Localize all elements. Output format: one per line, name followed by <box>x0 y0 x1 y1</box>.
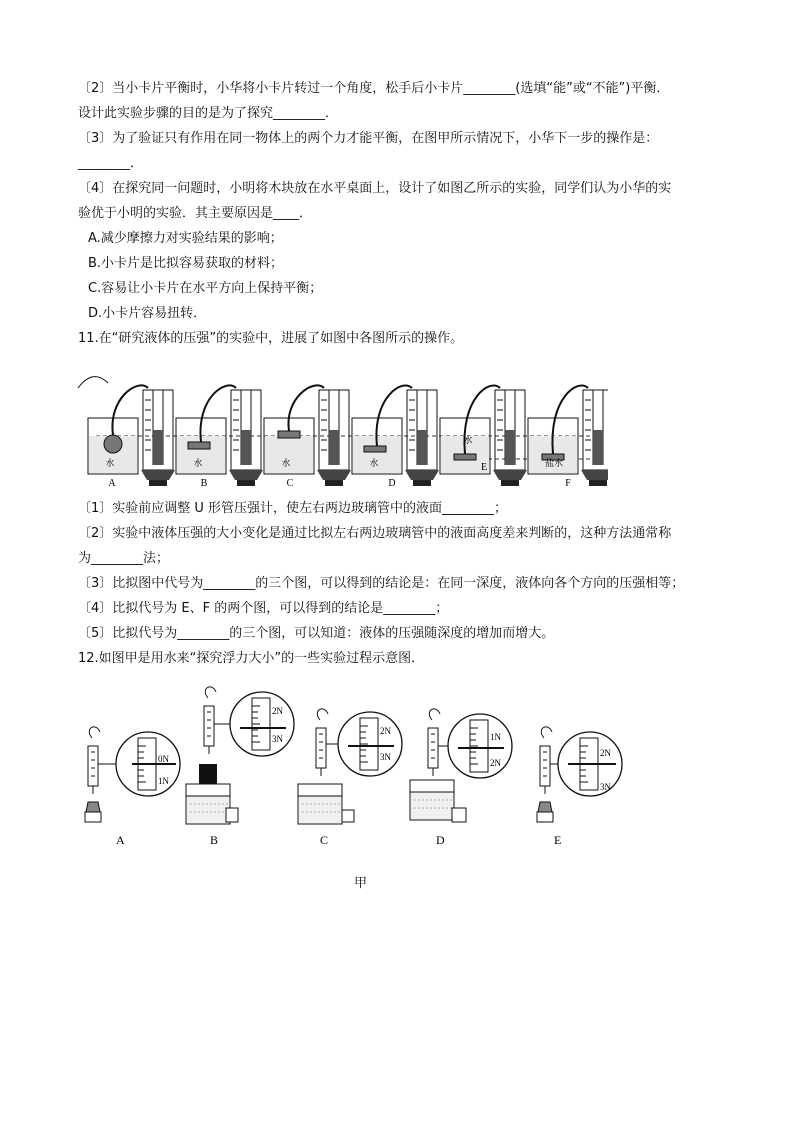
q11-liquid-b: 水 <box>193 459 203 469</box>
q11-liquid-a: 水 <box>105 459 115 469</box>
q11-sub5: 〔5〕比拟代号为________的三个图，可以知道：液体的压强随深度的增加而增大。 <box>78 626 555 641</box>
q10-part3-line2: ________． <box>78 156 144 171</box>
q10-part4-line1: 〔4〕在探究同一问题时，小明将木块放在水平桌面上，设计了如图乙所示的实验，同学们认为小华的实 <box>78 181 672 196</box>
q10-part4-line2: 验优于小明的实验．其主要原因是____． <box>78 206 313 221</box>
q11-setup-a <box>78 377 175 486</box>
q10-option-c: C.容易让小卡片在水平方向上保持平衡； <box>88 281 323 296</box>
q12-scale-a-top: 0N <box>158 754 169 764</box>
q10-part3-line1: 〔3〕为了验证只有作用在同一物体上的两个力才能平衡，在图甲所示情况下，小华下一步的操作是： <box>78 131 659 146</box>
q12-scale-c-bottom: 3N <box>380 752 391 762</box>
q11-liquid-c: 水 <box>281 459 291 469</box>
q11-sub4: 〔4〕比拟代号为 E、F 的两个图，可以得到的结论是________； <box>78 601 449 616</box>
q11-pressure-figure <box>76 358 608 488</box>
q11-liquid-f: 盐水 <box>544 459 564 469</box>
q11-label-a: A <box>108 478 116 488</box>
q11-sub3: 〔3〕比拟图中代号为________的三个图，可以得到的结论是：在同一深度，液体向各个方向的压强相等； <box>78 576 685 591</box>
q11-sub2-line1: 〔2〕实验中液体压强的大小变化是通过比拟左右两边玻璃管中的液面高度差来判断的，这种方法通常称 <box>78 526 672 541</box>
q12-label-e: E <box>554 833 562 847</box>
q10-option-b: B.小卡片是比拟容易获取的材料； <box>88 256 284 271</box>
q12-setup-e <box>537 727 622 822</box>
q12-label-a: A <box>116 833 125 847</box>
q11-sub2-line2: 为________法； <box>78 551 170 566</box>
q11-liquid-e: 水 <box>463 436 473 446</box>
q11-label-c: C <box>286 478 294 488</box>
q11-sub1: 〔1〕实验前应调整 U 形管压强计，使左右两边玻璃管中的液面________； <box>78 501 508 516</box>
q10-part2-line1: 〔2〕当小卡片平衡时，小华将小卡片转过一个角度，松手后小卡片________(选填“能”或“不能”)平衡． <box>78 81 670 96</box>
q11-label-f: F <box>565 478 571 488</box>
q11-label-e: E <box>480 462 488 473</box>
q11-liquid-d: 水 <box>369 459 379 469</box>
q12-figure-caption: 甲 <box>354 876 368 891</box>
q11-stem: 11.在“研究液体的压强”的实验中，进展了如图中各图所示的操作。 <box>78 331 464 346</box>
q12-scale-d-bottom: 2N <box>490 758 501 768</box>
q12-scale-e-bottom: 3N <box>600 782 611 792</box>
q10-option-a: A.减少摩擦力对实验结果的影响； <box>88 231 283 246</box>
q12-label-d: D <box>436 833 445 847</box>
q12-buoyancy-figure <box>76 684 636 852</box>
q12-stem: 12.如图甲是用水来“探究浮力大小”的一些实验过程示意图． <box>78 651 425 666</box>
q12-scale-b-top: 2N <box>272 706 283 716</box>
q12-label-c: C <box>320 833 329 847</box>
q12-scale-d-top: 1N <box>490 732 501 742</box>
q10-part2-line2: 设计此实验步骤的目的是为了探究________． <box>78 106 339 121</box>
q12-label-b: B <box>210 833 219 847</box>
q12-setup-a <box>85 727 180 822</box>
q12-scale-b-bottom: 3N <box>272 734 283 744</box>
q12-scale-a-bottom: 1N <box>158 776 169 786</box>
q12-scale-c-top: 2N <box>380 726 391 736</box>
q10-option-d: D.小卡片容易扭转． <box>88 306 207 321</box>
q11-label-b: B <box>200 478 208 488</box>
q11-label-d: D <box>388 478 396 488</box>
q12-scale-e-top: 2N <box>600 748 611 758</box>
